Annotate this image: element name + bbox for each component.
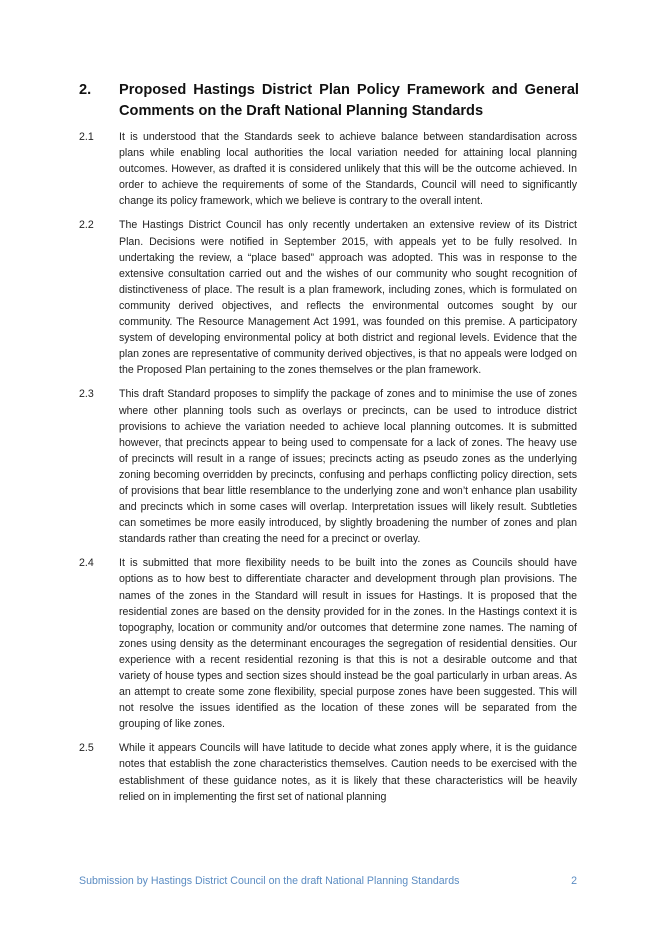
page-footer xyxy=(79,875,577,887)
paragraph-2-1 xyxy=(79,129,577,209)
paragraph-text: While it appears Councils will have latitude to decide what zones apply where, it is the guidance notes that establish the zone characteristics themselves. Caution needs to be exercised with the establishment of these guidance notes, as it is likely that these characteristics will be heavily relied on in implementing the first set of national planning xyxy=(119,742,577,803)
paragraph-2-2 xyxy=(79,217,577,378)
paragraph-number: 2.2 xyxy=(79,219,94,232)
paragraph-2-3 xyxy=(79,386,577,547)
paragraph-number: 2.1 xyxy=(79,131,94,143)
paragraph-number: 2.5 xyxy=(79,742,94,755)
section-number: 2. xyxy=(79,82,92,98)
paragraph-number: 2.4 xyxy=(79,557,94,570)
paragraph-2-5 xyxy=(79,740,577,804)
paragraph-number: 2.3 xyxy=(79,388,94,401)
paragraph-text: The Hastings District Council has only recently undertaken an extensive review of its District Plan. Decisions were notified in September 2015, with appeals yet to be fully resolved. In undertaking the review, a “place based” approach was adopted. This was in response to the extensive consultation carried out and the wishes of our community who sought recognition of distinctiveness of place. The result is a plan framework, including zones, which is formulated on community derived objectives, and reflects the environmental outcomes sought by our community. The Resource Management Act 1991, was founded on this premise. A participatory system of developing environmental policy at both district and regional levels. Evidence that the plan zones are representative of community derived objectives, is that no appeals were lodged on the Proposed Plan pertaining to the zones themselves or the plan framework. xyxy=(119,219,577,377)
page-number: 2 xyxy=(571,875,577,887)
section-title: Proposed Hastings District Plan Policy Framework and General Comments on the Draft National Planning Standards xyxy=(119,82,579,119)
section-heading xyxy=(79,80,579,122)
section-body xyxy=(79,129,577,813)
footer-text: Submission by Hastings District Council on the draft National Planning Standards xyxy=(79,875,460,887)
paragraph-text: This draft Standard proposes to simplify the package of zones and to minimise the use of zones where other planning tools such as overlays or precincts, can be used to introduce district provisions to achieve the variation needed to achieve local planning outcomes. It is submitted however, that precincts appear to being used to compensate for a lack of zones. The heavy use of precincts will result in a range of issues; precincts acting as pseudo zones as the underlying zoning becoming overridden by precincts, confusing and perhaps conflicting policy direction, sets of provisions that bear little resemblance to the underlying zone and won’t enhance plan usability and precincts which in some cases will overlap. Interpretation issues will likely result. Subtleties can sometimes be more easily introduced, by slightly broadening the number of zones and plan standards rather than creating the need for a precinct or overlay. xyxy=(119,388,577,546)
paragraph-text: It is understood that the Standards seek to achieve balance between standardisation across plans while enabling local authorities the local variation needed for attaining local planning outcomes. However, as drafted it is considered unlikely that this will be the outcome achieved. In order to achieve the requirements of some of the Standards, Council will need to significantly change its policy framework, which we believe is contrary to the overall intent. xyxy=(119,131,577,208)
paragraph-2-4 xyxy=(79,555,577,732)
paragraph-text: It is submitted that more flexibility needs to be built into the zones as Councils should have options as to how best to differentiate character and development through plan provisions. The names of the zones in the Standard will result in issues for Hastings. It is proposed that the residential zones are based on the density provided for in the zones. In the Hastings context it is topography, location or community and/or outcomes that determine zone names. The naming of zones using density as the determinant encourages the segregation of residential densities. Our experience with a recent residential rezoning is that this is not a desirable outcome and that variety of house types and section sizes should instead be the goal particularly in urban areas. As an attempt to create some zone flexibility, special purpose zones have been suggested. This will not resolve the issues identified as the location of these zones will be separated from the grouping of like zones. xyxy=(119,557,577,731)
